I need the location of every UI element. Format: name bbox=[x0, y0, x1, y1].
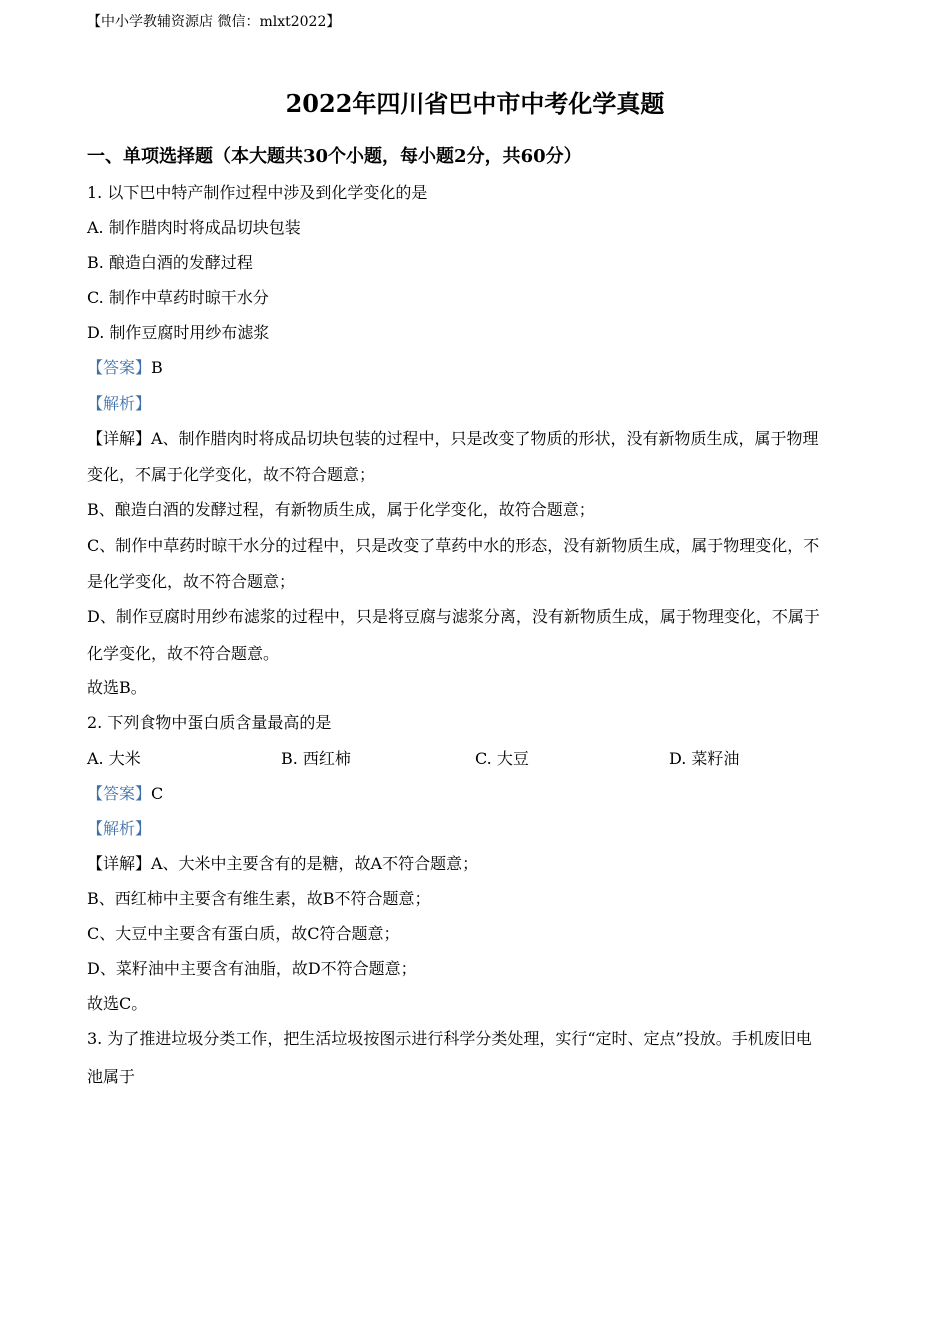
q1-detail-line-7: 化学变化，故不符合题意。 bbox=[87, 644, 280, 663]
q1-detail-line-5: 是化学变化，故不符合题意； bbox=[87, 572, 296, 591]
q3-stem-line-1: 3. 为了推进垃圾分类工作，把生活垃圾按图示进行科学分类处理，实行“定时、定点”投放。手机废旧电 bbox=[87, 1029, 812, 1048]
q2-analysis-label: 【解析】 bbox=[87, 819, 152, 838]
q2-option-b: B. 西红柿 bbox=[281, 749, 351, 768]
q1-stem: 1. 以下巴中特产制作过程中涉及到化学变化的是 bbox=[87, 183, 428, 202]
q2-answer-label: 【答案】 bbox=[87, 784, 152, 803]
q1-detail-line-1: 【详解】A、制作腊肉时将成品切块包装的过程中，只是改变了物质的形状，没有新物质生成，属于物理 bbox=[87, 429, 819, 448]
q1-option-b: B. 酿造白酒的发酵过程 bbox=[87, 253, 253, 272]
q2-conclusion: 故选C。 bbox=[87, 994, 148, 1013]
q2-option-a: A. 大米 bbox=[87, 749, 141, 768]
q1-detail-line-6: D、制作豆腐时用纱布滤浆的过程中，只是将豆腐与滤浆分离，没有新物质生成，属于物理变化，不属于 bbox=[87, 607, 820, 626]
q2-answer-value: C bbox=[151, 784, 164, 803]
page-title: 2022年四川省巴中市中考化学真题 bbox=[285, 89, 665, 118]
q1-detail-line-4: C、制作中草药时晾干水分的过程中，只是改变了草药中水的形态，没有新物质生成，属于物理变化，不 bbox=[87, 536, 820, 555]
q2-detail-line-2: B、西红柿中主要含有维生素，故B不符合题意； bbox=[87, 889, 431, 908]
q1-analysis-label: 【解析】 bbox=[87, 394, 152, 413]
q1-conclusion: 故选B。 bbox=[87, 678, 147, 697]
q2-option-d: D. 菜籽油 bbox=[669, 749, 740, 768]
header-note: 【中小学教辅资源店 微信：mlxt2022】 bbox=[87, 14, 341, 30]
q2-option-c: C. 大豆 bbox=[475, 749, 529, 768]
q2-detail-line-1: 【详解】A、大米中主要含有的是糖，故A不符合题意； bbox=[87, 854, 479, 873]
q1-option-a: A. 制作腊肉时将成品切块包装 bbox=[87, 218, 301, 237]
q1-answer bbox=[87, 357, 163, 379]
q1-detail-line-3: B、酿造白酒的发酵过程，有新物质生成，属于化学变化，故符合题意； bbox=[87, 500, 595, 519]
q1-answer-value: B bbox=[151, 358, 163, 377]
q2-detail-line-4: D、菜籽油中主要含有油脂，故D不符合题意； bbox=[87, 959, 417, 978]
q2-stem: 2. 下列食物中蛋白质含量最高的是 bbox=[87, 713, 332, 732]
q3-stem-line-2: 池属于 bbox=[87, 1067, 136, 1086]
q2-answer bbox=[87, 783, 163, 805]
section-heading: 一、单项选择题（本大题共30个小题，每小题2分，共60分） bbox=[87, 146, 582, 167]
q1-detail-line-2: 变化，不属于化学变化，故不符合题意； bbox=[87, 465, 376, 484]
q1-option-c: C. 制作中草药时晾干水分 bbox=[87, 288, 269, 307]
q1-option-d: D. 制作豆腐时用纱布滤浆 bbox=[87, 323, 270, 342]
q1-answer-label: 【答案】 bbox=[87, 358, 152, 377]
q2-detail-line-3: C、大豆中主要含有蛋白质，故C符合题意； bbox=[87, 924, 400, 943]
